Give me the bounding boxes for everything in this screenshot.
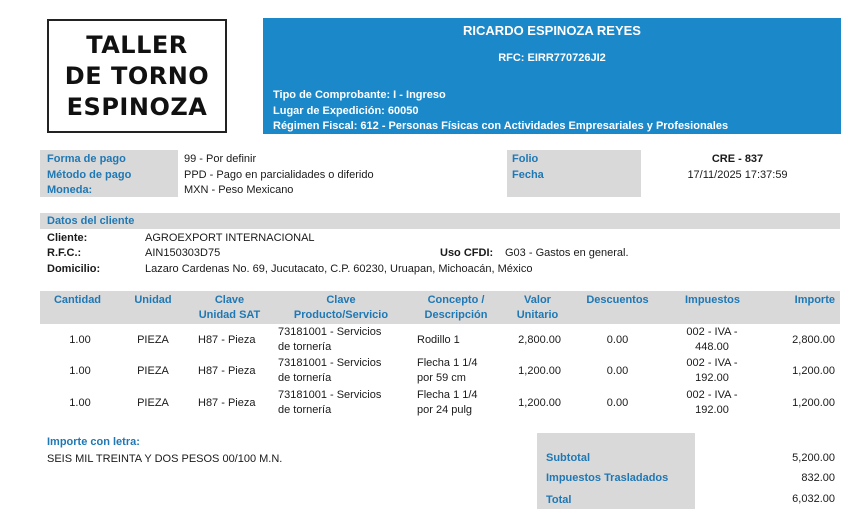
cell-concepto-2: por 24 pulg bbox=[417, 404, 473, 416]
th-descuentos: Descuentos bbox=[586, 294, 649, 306]
folio-value: CRE - 837 bbox=[711, 153, 764, 165]
forma-pago-value: 99 - Por definir bbox=[184, 153, 257, 165]
metodo-pago-label: Método de pago bbox=[47, 169, 132, 181]
impuestos-trasladados-value: 832.00 bbox=[801, 472, 835, 484]
table-row bbox=[0, 356, 867, 388]
cliente-label: Cliente: bbox=[47, 232, 88, 244]
cell-descuento: 0.00 bbox=[606, 397, 629, 409]
importe-letra-value: SEIS MIL TREINTA Y DOS PESOS 00/100 M.N. bbox=[47, 453, 283, 465]
company-logo bbox=[47, 19, 227, 133]
subtotal-value: 5,200.00 bbox=[792, 452, 835, 464]
total-value: 6,032.00 bbox=[792, 493, 835, 505]
domicilio-value: Lazaro Cardenas No. 69, Jucutacato, C.P. 60230, Uruapan, Michoacán, México bbox=[145, 263, 533, 275]
th-clave-unidad-line1: Clave bbox=[214, 294, 245, 306]
subtotal-label: Subtotal bbox=[546, 452, 590, 464]
issuer-name: RICARDO ESPINOZA REYES bbox=[463, 23, 641, 38]
cell-importe: 2,800.00 bbox=[792, 334, 835, 346]
th-clave-unidad-line2: Unidad SAT bbox=[198, 309, 261, 321]
regimen-fiscal: Régimen Fiscal: 612 - Personas Físicas con Actividades Empresariales y Profesionales bbox=[273, 120, 729, 132]
th-impuestos: Impuestos bbox=[684, 294, 740, 306]
cell-valor: 2,800.00 bbox=[518, 334, 561, 346]
folio-label: Folio bbox=[512, 153, 539, 165]
cell-cantidad: 1.00 bbox=[69, 365, 91, 377]
cell-impuesto-1: 002 - IVA - bbox=[686, 389, 738, 401]
cell-valor: 1,200.00 bbox=[518, 397, 561, 409]
cell-clave-unidad: H87 - Pieza bbox=[198, 365, 256, 377]
th-concepto bbox=[412, 293, 500, 323]
th-concepto-line1: Concepto / bbox=[427, 294, 485, 306]
th-valor-line1: Valor bbox=[524, 294, 551, 306]
th-valor-unitario bbox=[505, 293, 570, 323]
table-row bbox=[0, 325, 867, 357]
logo-line-3: ESPINOZA bbox=[66, 92, 208, 121]
logo-line-1: TALLER bbox=[86, 30, 188, 59]
th-clave-producto-line1: Clave bbox=[326, 294, 356, 306]
logo-line-2: DE TORNO bbox=[64, 61, 210, 90]
domicilio-label: Domicilio: bbox=[47, 263, 101, 275]
th-clave-unidad bbox=[193, 293, 266, 323]
client-section-bar bbox=[40, 213, 840, 229]
cell-clave-producto-1: 73181001 - Servicios bbox=[278, 357, 382, 369]
metodo-pago-value: PPD - Pago en parcialidades o diferido bbox=[184, 169, 374, 181]
cliente-value: AGROEXPORT INTERNACIONAL bbox=[145, 232, 315, 244]
lugar-expedicion: Lugar de Expedición: 60050 bbox=[273, 105, 419, 117]
cell-cantidad: 1.00 bbox=[69, 397, 91, 409]
cell-clave-producto-2: de tornería bbox=[278, 404, 332, 416]
forma-pago-label: Forma de pago bbox=[47, 153, 126, 165]
tipo-comprobante: Tipo de Comprobante: I - Ingreso bbox=[273, 89, 446, 101]
cell-cantidad: 1.00 bbox=[69, 334, 91, 346]
client-section-title: Datos del cliente bbox=[47, 215, 135, 227]
cell-concepto-1: Flecha 1 1/4 bbox=[417, 357, 478, 369]
fecha-value: 17/11/2025 17:37:59 bbox=[687, 169, 788, 181]
impuestos-trasladados-label: Impuestos Trasladados bbox=[546, 472, 669, 484]
cell-clave-producto-1: 73181001 - Servicios bbox=[278, 389, 382, 401]
cell-descuento: 0.00 bbox=[606, 365, 629, 377]
th-importe: Importe bbox=[794, 294, 835, 306]
cell-clave-producto-2: de tornería bbox=[278, 341, 332, 353]
cell-importe: 1,200.00 bbox=[792, 365, 835, 377]
th-unidad: Unidad bbox=[134, 294, 172, 306]
th-clave-producto-line2: Producto/Servicio bbox=[293, 309, 389, 321]
th-cantidad: Cantidad bbox=[53, 294, 102, 306]
cell-clave-producto-1: 73181001 - Servicios bbox=[278, 326, 382, 338]
client-rfc-value: AIN150303D75 bbox=[145, 247, 221, 259]
uso-cfdi-value: G03 - Gastos en general. bbox=[505, 247, 629, 259]
th-concepto-line2: Descripción bbox=[424, 309, 488, 321]
cell-impuesto-2: 192.00 bbox=[695, 404, 729, 416]
cell-descuento: 0.00 bbox=[606, 334, 629, 346]
cell-clave-unidad: H87 - Pieza bbox=[198, 334, 256, 346]
cell-unidad: PIEZA bbox=[137, 365, 169, 377]
fecha-label: Fecha bbox=[512, 169, 544, 181]
importe-letra-label: Importe con letra: bbox=[47, 436, 140, 448]
cell-importe: 1,200.00 bbox=[792, 397, 835, 409]
uso-cfdi-label: Uso CFDI: bbox=[440, 247, 494, 259]
table-row bbox=[0, 388, 867, 420]
cell-impuesto-2: 192.00 bbox=[695, 372, 729, 384]
th-clave-producto bbox=[276, 293, 406, 323]
cell-impuesto-2: 448.00 bbox=[695, 341, 729, 353]
cell-concepto-1: Rodillo 1 bbox=[417, 334, 460, 346]
moneda-value: MXN - Peso Mexicano bbox=[184, 184, 294, 196]
total-label: Total bbox=[546, 494, 572, 506]
cell-clave-producto-2: de tornería bbox=[278, 372, 332, 384]
cell-concepto-1: Flecha 1 1/4 bbox=[417, 389, 478, 401]
th-valor-line2: Unitario bbox=[516, 309, 559, 321]
cell-impuesto-1: 002 - IVA - bbox=[686, 357, 738, 369]
cell-concepto-2: por 59 cm bbox=[417, 372, 466, 384]
cell-valor: 1,200.00 bbox=[518, 365, 561, 377]
moneda-label: Moneda: bbox=[47, 184, 93, 196]
issuer-header bbox=[263, 18, 841, 134]
issuer-rfc: RFC: EIRR770726JI2 bbox=[498, 52, 606, 64]
cell-unidad: PIEZA bbox=[137, 334, 169, 346]
cell-impuesto-1: 002 - IVA - bbox=[686, 326, 738, 338]
cell-clave-unidad: H87 - Pieza bbox=[198, 397, 256, 409]
client-rfc-label: R.F.C.: bbox=[47, 247, 82, 259]
cell-unidad: PIEZA bbox=[137, 397, 169, 409]
